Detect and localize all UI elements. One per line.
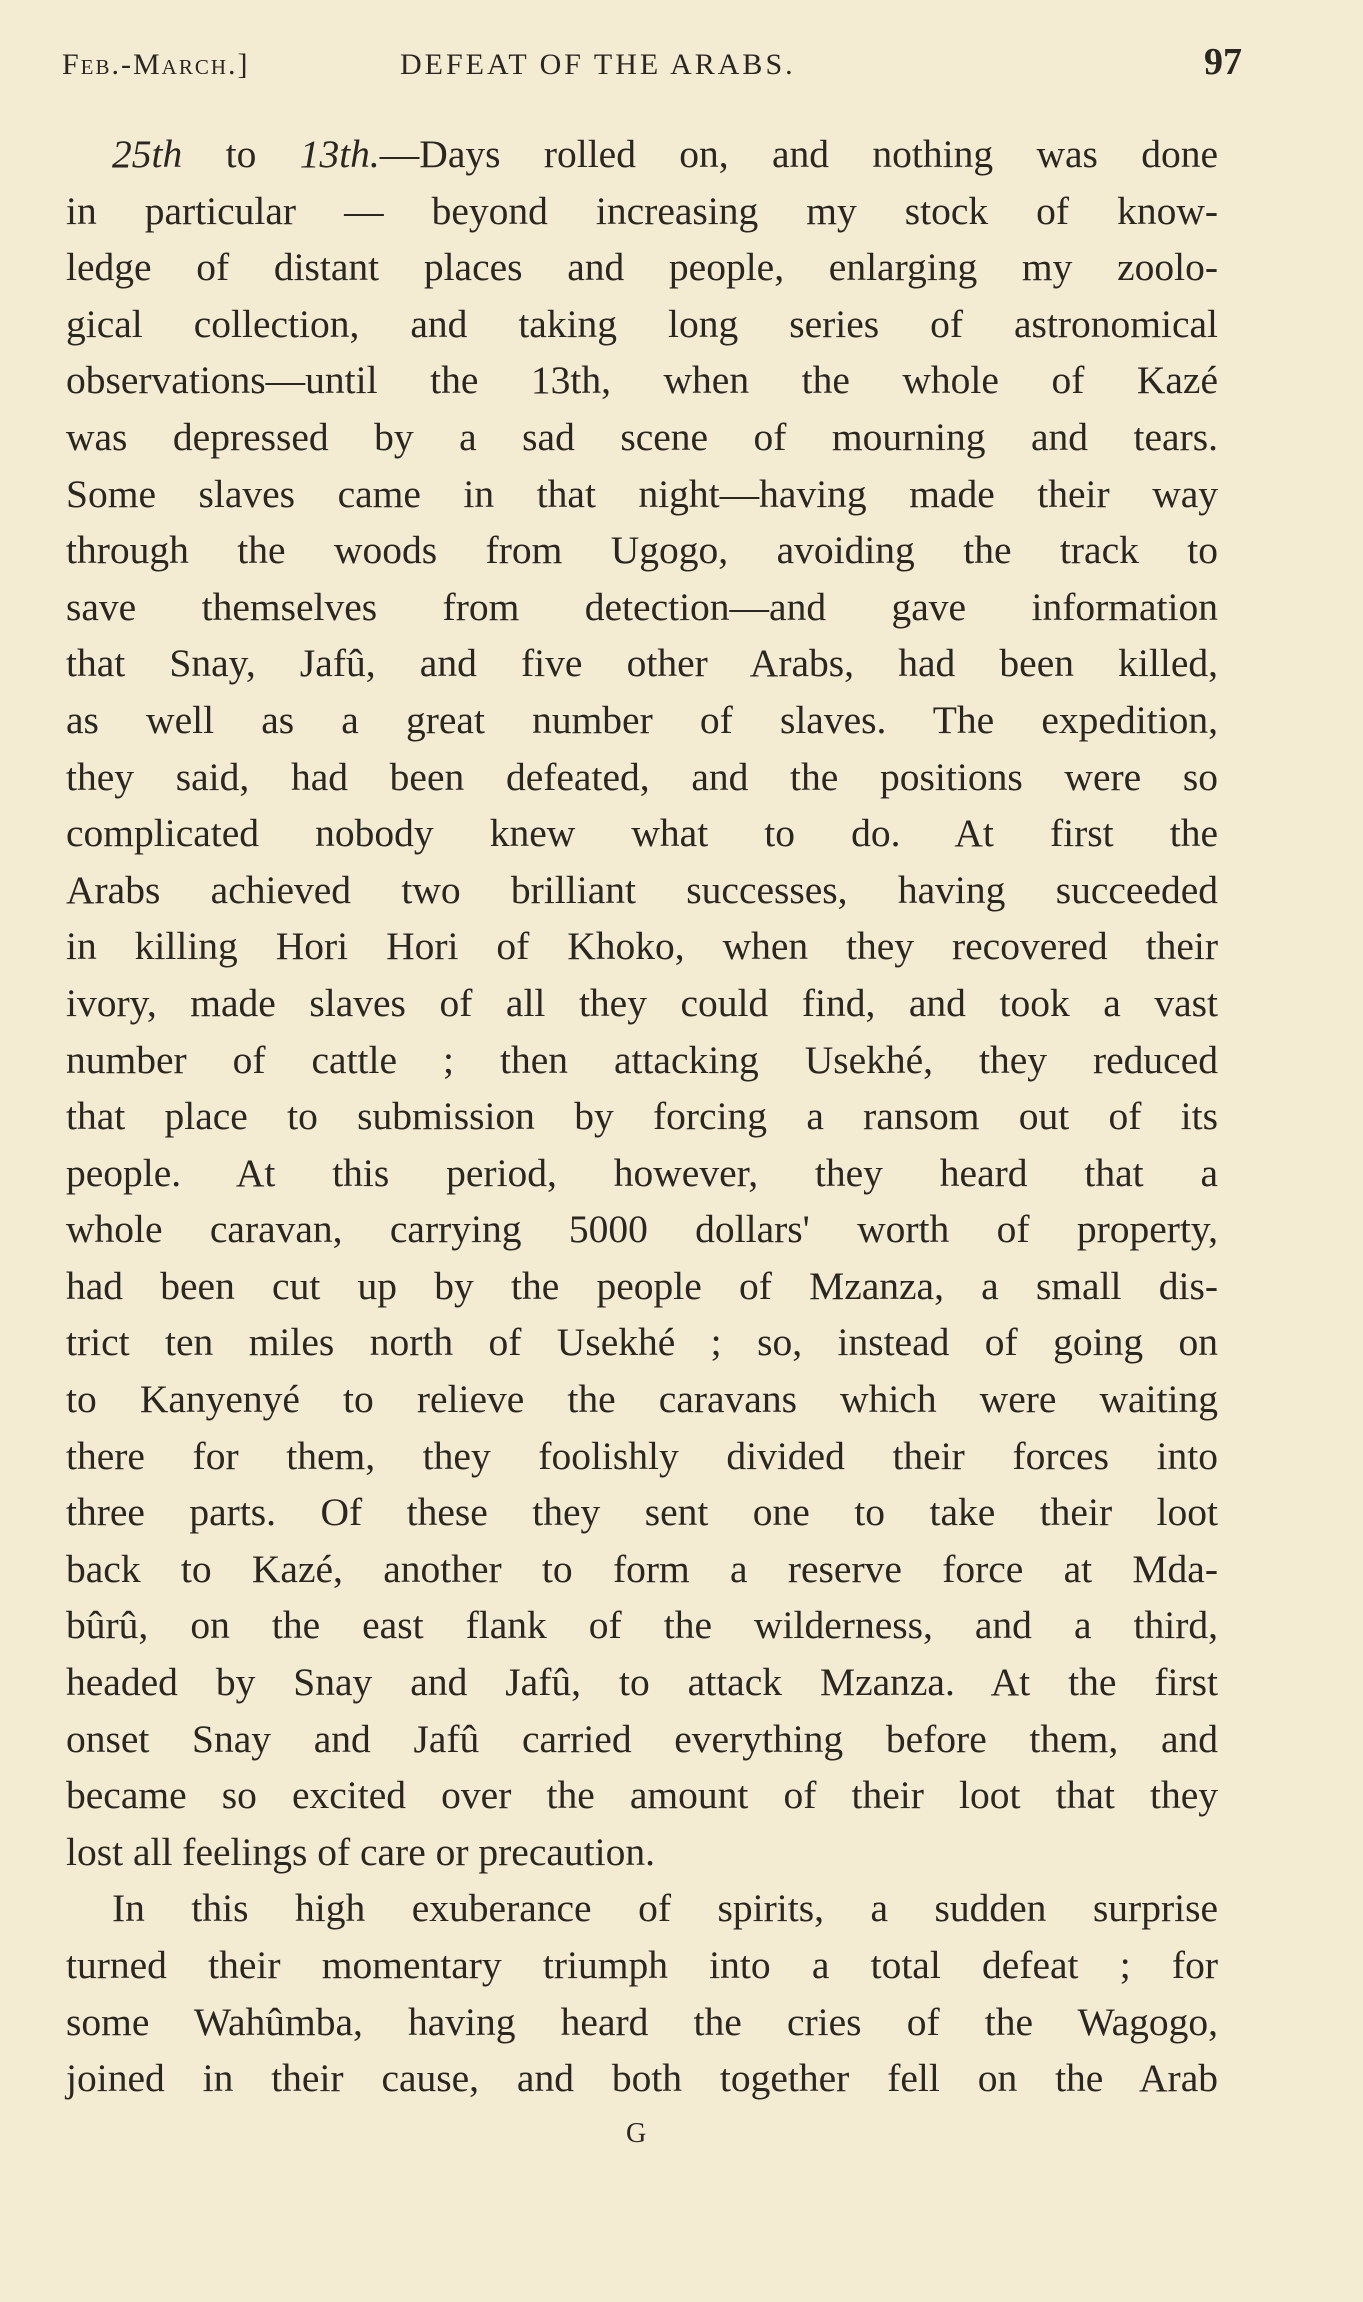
paragraph-2: [66, 1880, 1218, 2106]
text-line: had been cut up by the people of Mzanza, a small dis-: [66, 1263, 1218, 1308]
text-line: they said, had been defeated, and the positions were so: [66, 754, 1218, 799]
text-line: number of cattle ; then attacking Usekhé, they reduced: [66, 1037, 1218, 1082]
text-line: headed by Snay and Jafû, to attack Mzanza. At the first: [66, 1660, 1218, 1705]
date-from: 25th: [112, 132, 183, 176]
text-line: save themselves from detection—and gave information: [66, 584, 1218, 629]
text-line: In this high exuberance of spirits, a sudden surprise: [112, 1886, 1218, 1931]
text-line: gical collection, and taking long series of astronomical: [66, 301, 1218, 346]
text-line: that Snay, Jafû, and five other Arabs, had been killed,: [66, 641, 1218, 686]
text-line: Arabs achieved two brilliant successes, having succeeded: [66, 867, 1218, 912]
text-line: back to Kazé, another to form a reserve force at Mda-: [66, 1546, 1218, 1591]
date-to: 13th.: [299, 132, 380, 176]
text-line-content: —Days rolled on, and nothing was done: [379, 132, 1219, 176]
running-head-title: DEFEAT OF THE ARABS.: [400, 48, 796, 81]
text-line: onset Snay and Jafû carried everything before them, and: [66, 1716, 1218, 1761]
text-line: three parts. Of these they sent one to take their loot: [66, 1490, 1218, 1535]
body-text: [66, 126, 1218, 2107]
text-line: lost all feelings of care or precaution.: [66, 1829, 655, 1874]
text-line: some Wahûmba, having heard the cries of the Wagogo,: [66, 1999, 1218, 2044]
text-line: joined in their cause, and both together fell on the Arab: [66, 2056, 1218, 2101]
text-line: ivory, made slaves of all they could find, and took a vast: [66, 980, 1218, 1025]
text-line: there for them, they foolishly divided their forces into: [66, 1433, 1218, 1478]
text-line: people. At this period, however, they heard that a: [66, 1150, 1218, 1195]
text-line: Some slaves came in that night—having made their way: [66, 471, 1218, 516]
running-head: [62, 40, 1242, 90]
text-line: turned their momentary triumph into a total defeat ; for: [66, 1943, 1218, 1987]
text-line: trict ten miles north of Usekhé ; so, instead of going on: [66, 1320, 1218, 1365]
text-line: through the woods from Ugogo, avoiding the track to: [66, 528, 1218, 573]
paragraph-1: [66, 126, 1218, 1880]
text-line: ledge of distant places and people, enlarging my zoolo-: [66, 245, 1218, 290]
text-line: [66, 126, 1218, 183]
running-head-dates: Feb.-March.]: [62, 48, 250, 81]
text-line: in particular — beyond increasing my stock of know-: [66, 188, 1218, 233]
text-line: in killing Hori Hori of Khoko, when they recovered their: [66, 924, 1218, 969]
signature-mark: G: [626, 2118, 647, 2149]
text-line: became so excited over the amount of their loot that they: [66, 1773, 1218, 1818]
text-line: that place to submission by forcing a ransom out of its: [66, 1094, 1218, 1139]
date-to-word: to: [225, 132, 257, 176]
text-line: as well as a great number of slaves. The expedition,: [66, 697, 1218, 742]
text-line: complicated nobody knew what to do. At first the: [66, 811, 1218, 856]
page-number: 97: [1204, 41, 1242, 83]
text-line: to Kanyenyé to relieve the caravans which were waiting: [66, 1377, 1218, 1422]
text-line: whole caravan, carrying 5000 dollars' worth of property,: [66, 1207, 1218, 1252]
text-line: bûrû, on the east flank of the wilderness, and a third,: [66, 1603, 1218, 1648]
text-line: observations—until the 13th, when the whole of Kazé: [66, 358, 1218, 403]
text-line: was depressed by a sad scene of mourning and tears.: [66, 414, 1218, 459]
